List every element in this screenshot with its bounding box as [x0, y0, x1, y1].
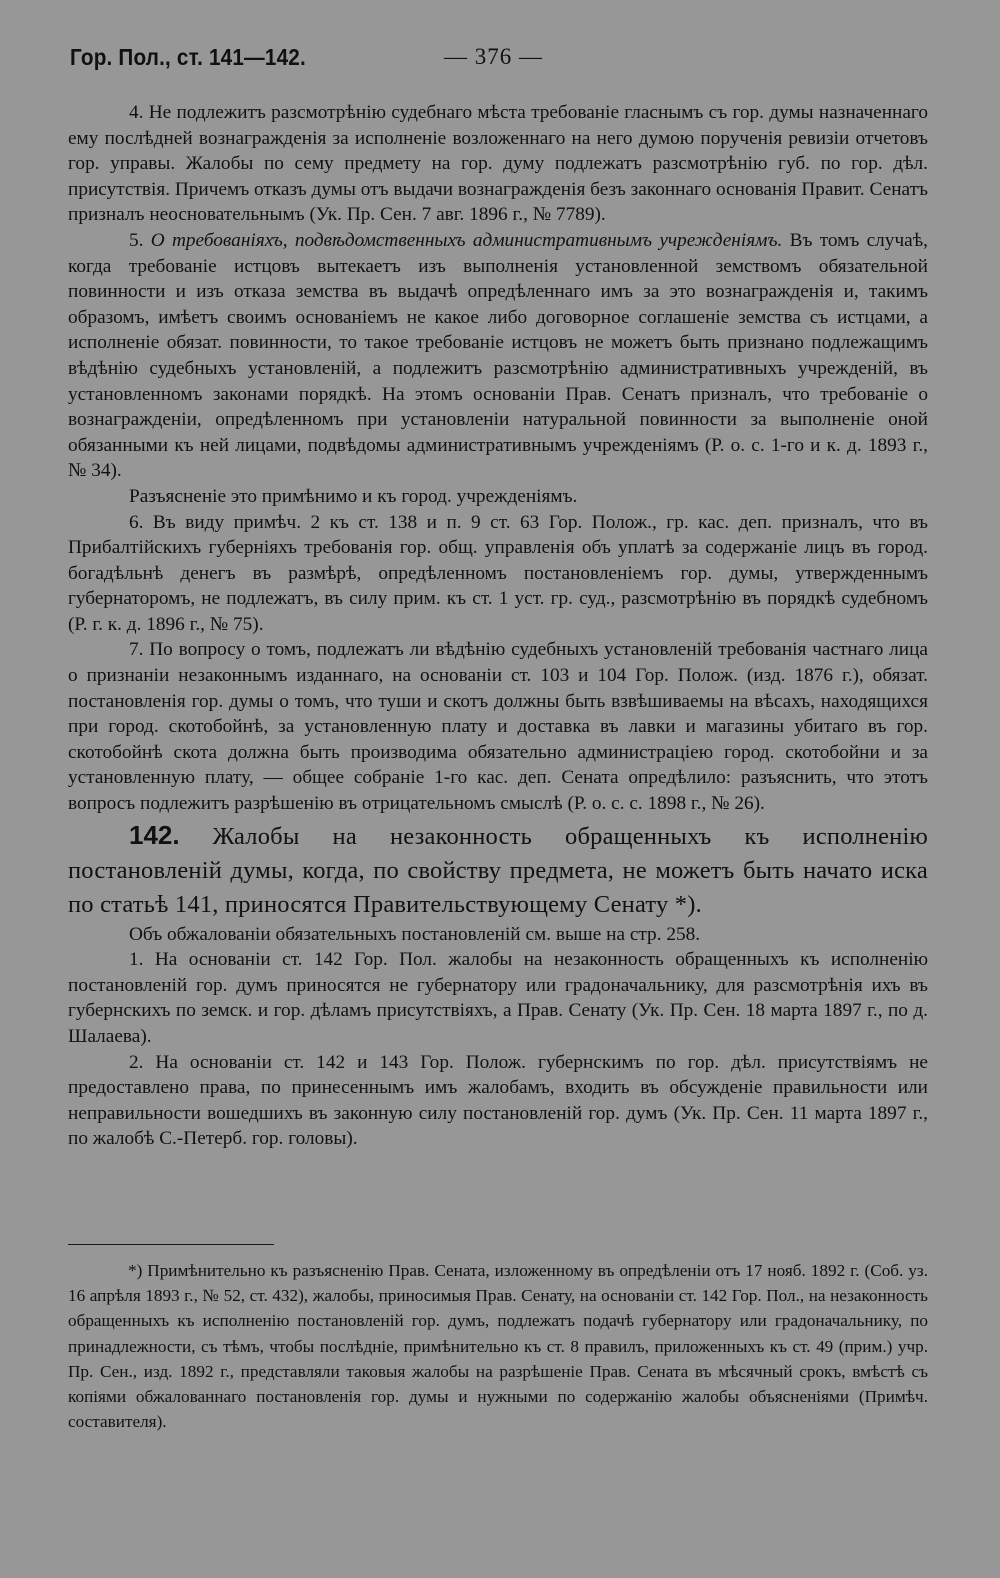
paragraph-7: 7. По вопросу о томъ, подлежатъ ли вѣдѣнію судебныхъ установленій требованія частнаго лица о признаніи незаконнымъ изданнаго, на основаніи ст. 103 и 104 Гор. Полож. (изд. 1876 г.), обязат. постановленія гор. думы о томъ, что туши и скотъ должны быть взвѣшиваемы на вѣсахъ, находящихся при город. скотобойнѣ, за установленную плату и доставка въ лавки и магазины убитаго въ гор. скотобойнѣ скота должна быть производима обязательно администраціею город. скотобойни и за установленную плату, — общее собраніе 1-го кас. деп. Сената опредѣлило: разъяснить, что этотъ вопросъ подлежитъ разрѣшенію въ отрицательномъ смыслѣ (Р. о. с. с. 1898 г., № 26). — [68, 639, 928, 815]
running-title: Гор. Пол., ст. 141—142. — [70, 44, 306, 70]
footnote-text: *) Примѣнительно къ разъясненію Прав. Сената, изложенному въ опредѣленіи отъ 17 нояб. 1892 г. (Соб. уз. 16 апрѣля 1893 г., № 52, ст. 432), жалобы, приносимыя Прав. Сенату, на основаніи ст. 142 Гор. Пол., на незаконность обращенныхъ къ исполненію постановленій гор. думъ, подлежатъ подачѣ губернатору или градоначальнику, по принадлежности, съ тѣмъ, чтобы послѣдніе, примѣнительно къ ст. 8 правилъ, приложенныхъ къ ст. 49 (прим.) учр. Пр. Сен., изд. 1892 г., представляли таковыя жалобы на разрѣшеніе Прав. Сената въ мѣсячный срокъ, вмѣстѣ съ копіями обжалованнаго постановленія гор. думы и нужными по содержанію жалобы объясненіями (Примѣч. составителя). — [68, 1261, 928, 1432]
paragraph-5-text: Въ томъ случаѣ, когда требованіе истцовъ вытекаетъ изъ выполненія установленной земствомъ обязательной повинности и изъ отказа земства въ выдачѣ опредѣленнаго имъ за это вознагражденія и, такимъ образомъ, имѣетъ своимъ основаніемъ не какое либо договорное соглашеніе земства съ истцами, а исполненіе обязат. повинности, то такое требованіе истцовъ не можетъ быть признано подлежащимъ вѣдѣнію судебныхъ установленій, а подлежитъ разсмотрѣнію административныхъ учрежденій, въ установленномъ законами порядкѣ. На этомъ основаніи Прав. Сенатъ призналъ, что требованіе о вознагражденіи, опредѣленномъ при установленіи натуральной повинности за выполненіе оной обязанными къ ней лицами, подвѣдомы административнымъ учрежденіямъ (Р. о. с. 1-го и к. д. 1893 г., № 34). — [68, 229, 928, 482]
article-number: 142. — [129, 819, 180, 850]
page-header — [70, 44, 950, 80]
article-text: Жалобы на незаконность обращенныхъ къ исполненію постановленій думы, когда, по свойству предмета, не можетъ быть начато иска по статьѣ 141, приносятся Правительствующему Сенату *). — [68, 822, 929, 918]
footnote — [68, 1258, 928, 1434]
paragraph-5 — [68, 228, 928, 484]
article-142 — [68, 818, 928, 922]
paragraph-note: Разъясненіе это примѣнимо и къ город. учрежденіямъ. — [129, 485, 578, 507]
paragraph-6: 6. Въ виду примѣч. 2 къ ст. 138 и п. 9 ст. 63 Гор. Полож., гр. кас. деп. призналъ, что въ Прибалтійскихъ губерніяхъ требованія гор. общ. управленія объ уплатѣ за содержаніе лицъ въ город. богадѣльнѣ денегъ въ размѣрѣ, опредѣленномъ постановленіемъ гор. думы, утвержденнымъ губернаторомъ, не подлежатъ, въ силу прим. къ ст. 1 уст. гр. суд., разсмотрѣнію въ порядкѣ судебномъ (Р. г. к. д. 1896 г., № 75). — [68, 511, 928, 635]
paragraph-4: 4. Не подлежитъ разсмотрѣнію судебнаго мѣста требованіе гласнымъ съ гор. думы назначеннаго ему послѣдней вознагражденія за исполненіе возложеннаго на него думою порученія ревизіи отчетовъ гор. управы. Жалобы по сему предмету на гор. думу подлежатъ разсмотрѣнію губ. по гор. дѣл. присутствія. Причемъ отказъ думы отъ выдачи вознагражденія безъ законнаго основанія Правит. Сенатъ призналъ неосновательнымъ (Ук. Пр. Сен. 7 авг. 1896 г., № 7789). — [68, 102, 928, 226]
paragraph-see-also: Объ обжалованіи обязательныхъ постановленій см. выше на стр. 258. — [129, 923, 701, 945]
main-text — [68, 100, 928, 1152]
paragraph-142-1: 1. На основаніи ст. 142 Гор. Пол. жалобы на незаконность обращенныхъ къ исполненію постановленій гор. думъ приносятся не губернатору или градоначальнику, для разсмотрѣнія ихъ въ губернскихъ по земск. и гор. дѣламъ присутствіяхъ, а Прав. Сенату (Ук. Пр. Сен. 18 марта 1897 г., по д. Шалаева). — [68, 949, 928, 1047]
paragraph-5-number: 5. — [129, 229, 144, 251]
page-number: — 376 — — [444, 44, 543, 69]
paragraph-5-heading: О требованіяхъ, подвѣдомственныхъ административнымъ учрежденіямъ. — [150, 229, 783, 251]
footnote-rule — [68, 1244, 274, 1245]
paragraph-142-2: 2. На основаніи ст. 142 и 143 Гор. Полож. губернскимъ по гор. дѣл. присутствіямъ не предоставлено права, по принесеннымъ имъ жалобамъ, входить въ обсужденіе правильности или неправильности вошедшихъ въ законную силу постановленій гор. думъ (Ук. Пр. Сен. 11 марта 1897 г., по жалобѣ С.-Петерб. гор. головы). — [68, 1051, 928, 1150]
